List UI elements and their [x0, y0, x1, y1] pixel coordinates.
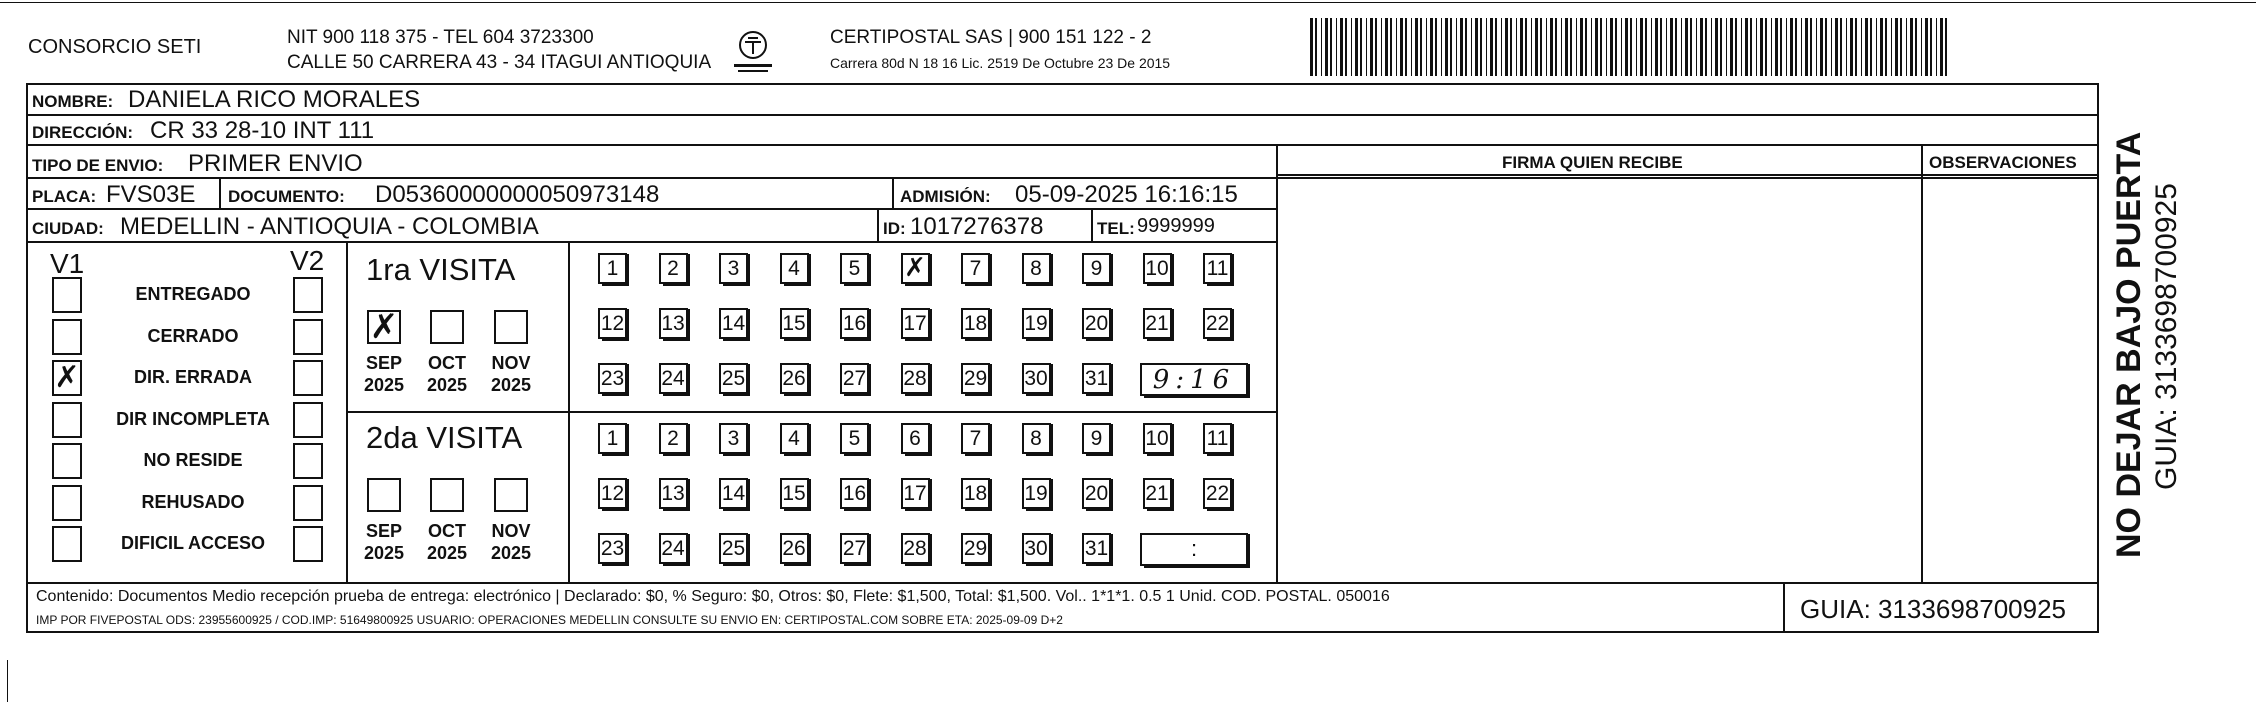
first-visit-day-9[interactable]: 9	[1082, 253, 1111, 284]
barcode-bar	[1405, 18, 1407, 76]
barcode-bar	[1321, 18, 1322, 76]
barcode-bar	[1540, 18, 1542, 76]
barcode-bar	[1745, 18, 1748, 76]
second-visit-day-26[interactable]: 26	[780, 533, 809, 564]
barcode-bar	[1396, 18, 1397, 76]
barcode-bar	[1630, 18, 1632, 76]
row-line-6	[1276, 174, 2099, 176]
barcode-bar	[1340, 18, 1343, 76]
barcode-bar	[1861, 18, 1862, 76]
barcode-bar	[1370, 18, 1373, 76]
barcode-bar	[1400, 18, 1403, 76]
no-dejar-bajo-puerta: NO DEJAR BAJO PUERTA	[2110, 131, 2148, 558]
company-name: CONSORCIO SETI	[28, 36, 202, 58]
barcode-bar	[1855, 18, 1857, 76]
first-visit-day-13[interactable]: 13	[659, 308, 688, 339]
barcode-bar	[1645, 18, 1647, 76]
certipostal-logo	[728, 26, 778, 76]
barcode-bar	[1366, 18, 1367, 76]
v1-checkbox-dificil-acceso[interactable]	[52, 526, 82, 562]
first-visit-day-29[interactable]: 29	[961, 363, 990, 394]
barcode-bar	[1441, 18, 1442, 76]
tel-label: TEL:	[1097, 219, 1135, 238]
placa-value: FVS03E	[106, 181, 196, 208]
barcode-bar	[1750, 18, 1752, 76]
barcode-bar	[1495, 18, 1497, 76]
first-visit-day-11[interactable]: 11	[1203, 253, 1232, 284]
second-visit-day-11[interactable]: 11	[1203, 423, 1232, 454]
guia-box-divider	[1783, 582, 1785, 633]
first-visit-month-checkbox-sep[interactable]	[367, 307, 401, 347]
barcode-bar	[1591, 18, 1592, 76]
first-visit-day-8[interactable]: 8	[1022, 253, 1051, 284]
barcode-bar	[1510, 18, 1512, 76]
second-visit-day-28[interactable]: 28	[901, 533, 930, 564]
first-visit-day-5[interactable]: 5	[840, 253, 869, 284]
barcode-bar	[1516, 18, 1517, 76]
barcode-bar	[1426, 18, 1427, 76]
barcode-bar	[1915, 18, 1917, 76]
year-label: 2025	[426, 543, 468, 563]
row-line-1	[26, 114, 2099, 116]
barcode-bar	[1525, 18, 1527, 76]
second-visit-day-5[interactable]: 5	[840, 423, 869, 454]
first-visit-day-24[interactable]: 24	[659, 363, 688, 394]
second-visit-time: :	[1190, 536, 1198, 561]
second-visit-day-10[interactable]: 10	[1143, 423, 1172, 454]
contenido-line: Contenido: Documentos Medio recepción prueba de entrega: electrónico | Declarado: $0, % Seguro: $0, Otros: $0, Flete: $1,500, Total: $1,500. Vol.. 1*1*1. 0.5 1 Unid. COD. POSTAL. 050016	[36, 588, 1390, 605]
first-visit-day-14[interactable]: 14	[719, 308, 748, 339]
tel-value: 9999999	[1137, 215, 1215, 237]
v1-checkbox-no-reside[interactable]	[52, 443, 82, 479]
obs-left-line	[1921, 144, 1923, 582]
second-visit-day-13[interactable]: 13	[659, 478, 688, 509]
certipostal-line: CERTIPOSTAL SAS | 900 151 122 - 2	[830, 27, 1152, 48]
year-label: 2025	[363, 375, 405, 395]
barcode-bar	[1576, 18, 1577, 76]
barcode-bar	[1670, 18, 1673, 76]
barcode-bar	[1615, 18, 1617, 76]
first-visit-title: 1ra VISITA	[366, 252, 516, 287]
address-line: CALLE 50 CARRERA 43 - 34 ITAGUI ANTIOQUIA	[287, 52, 712, 73]
barcode-bar	[1805, 18, 1808, 76]
v1-checkbox-rehusado[interactable]	[52, 485, 82, 521]
barcode-bar	[1700, 18, 1703, 76]
nit-line: NIT 900 118 375 - TEL 604 3723300	[287, 27, 594, 48]
first-visit-day-19[interactable]: 19	[1022, 308, 1051, 339]
second-visit-day-14[interactable]: 14	[719, 478, 748, 509]
v2-checkbox-rehusado[interactable]	[293, 485, 323, 521]
barcode-bar	[1655, 18, 1658, 76]
first-visit-time-box[interactable]	[1140, 363, 1248, 396]
admision-label: ADMISIÓN:	[900, 187, 991, 206]
barcode-bar	[1606, 18, 1607, 76]
second-visit-month-checkbox-nov[interactable]	[494, 478, 528, 512]
first-visit-day-22[interactable]: 22	[1203, 308, 1232, 339]
second-visit-day-15[interactable]: 15	[780, 478, 809, 509]
v1-checkbox-entregado[interactable]	[52, 277, 82, 313]
barcode-bar	[1906, 18, 1907, 76]
second-visit-day-2[interactable]: 2	[659, 423, 688, 454]
first-visit-day-7[interactable]: 7	[961, 253, 990, 284]
first-visit-day-30[interactable]: 30	[1022, 363, 1051, 394]
first-visit-month-label-sep	[354, 352, 414, 396]
second-visit-time-box[interactable]	[1140, 533, 1248, 566]
barcode-bar	[1375, 18, 1377, 76]
barcode-bar	[1570, 18, 1572, 76]
second-visit-day-18[interactable]: 18	[961, 478, 990, 509]
first-visit-day-18[interactable]: 18	[961, 308, 990, 339]
page-left-line	[7, 660, 8, 702]
id-value: 1017276378	[910, 213, 1044, 240]
v1-label: V1	[50, 248, 85, 279]
barcode-bar	[1831, 18, 1832, 76]
barcode-bar	[1450, 18, 1452, 76]
barcode-bar	[1930, 18, 1932, 76]
barcode-bar	[1490, 18, 1493, 76]
barcode-bar	[1561, 18, 1562, 76]
guia-box: GUIA: 3133698700925	[1800, 594, 2066, 624]
barcode-bar	[1480, 18, 1482, 76]
barcode-bar	[1825, 18, 1827, 76]
second-visit-month-checkbox-oct[interactable]	[430, 478, 464, 512]
barcode-bar	[1891, 18, 1892, 76]
barcode-bar	[1925, 18, 1928, 76]
id-label: ID:	[883, 219, 906, 238]
barcode-bar	[1835, 18, 1838, 76]
barcode-bar	[1765, 18, 1767, 76]
second-visit-day-30[interactable]: 30	[1022, 533, 1051, 564]
barcode-bar	[1531, 18, 1532, 76]
month-label: SEP	[365, 521, 403, 541]
barcode-bar	[1381, 18, 1382, 76]
v1-checkbox-cerrado[interactable]	[52, 319, 82, 355]
barcode-bar	[1505, 18, 1508, 76]
second-visit-month-label-oct	[417, 520, 477, 564]
barcode-bar	[1486, 18, 1487, 76]
placa-divider	[219, 177, 221, 208]
second-visit-day-16[interactable]: 16	[840, 478, 869, 509]
barcode-bar	[1565, 18, 1568, 76]
visit-divider	[346, 411, 1276, 413]
second-visit-title: 2da VISITA	[366, 420, 523, 455]
barcode-bar	[1610, 18, 1613, 76]
barcode-bar	[1651, 18, 1652, 76]
barcode-bar	[1936, 18, 1937, 76]
barcode-bar	[1330, 18, 1332, 76]
barcode-bar	[1546, 18, 1547, 76]
barcode-bar	[1460, 18, 1463, 76]
second-visit-day-4[interactable]: 4	[780, 423, 809, 454]
barcode-bar	[1636, 18, 1637, 76]
barcode-bar	[1640, 18, 1643, 76]
second-visit-month-checkbox-sep[interactable]	[367, 478, 401, 512]
second-visit-day-22[interactable]: 22	[1203, 478, 1232, 509]
months-divider	[568, 241, 570, 582]
second-visit-day-31[interactable]: 31	[1082, 533, 1111, 564]
barcode-bar	[1535, 18, 1538, 76]
barcode-bar	[1816, 18, 1817, 76]
v2-checkbox-dir-incompleta[interactable]	[293, 402, 323, 438]
license-line: Carrera 80d N 18 16 Lic. 2519 De Octubre 23 De 2015	[830, 55, 1171, 71]
footer-line	[26, 582, 2099, 584]
second-visit-day-3[interactable]: 3	[719, 423, 748, 454]
ciudad-label: CIUDAD:	[32, 219, 104, 238]
status-label-dir-incompleta: DIR INCOMPLETA	[116, 408, 270, 429]
first-visit-day-21[interactable]: 21	[1143, 308, 1172, 339]
barcode	[1310, 18, 1950, 76]
barcode-bar	[1720, 18, 1722, 76]
barcode-bar	[1900, 18, 1902, 76]
year-label: 2025	[490, 543, 532, 563]
barcode-bar	[1390, 18, 1392, 76]
barcode-bar	[1790, 18, 1793, 76]
barcode-bar	[1696, 18, 1697, 76]
second-visit-day-20[interactable]: 20	[1082, 478, 1111, 509]
barcode-bar	[1675, 18, 1677, 76]
first-visit-day-10[interactable]: 10	[1143, 253, 1172, 284]
barcode-bar	[1360, 18, 1362, 76]
id-divider	[877, 208, 879, 241]
second-visit-day-17[interactable]: 17	[901, 478, 930, 509]
barcode-bar	[1690, 18, 1692, 76]
second-visit-day-12[interactable]: 12	[598, 478, 627, 509]
row-line-5	[26, 241, 1276, 243]
barcode-bar	[1771, 18, 1772, 76]
first-visit-day-15[interactable]: 15	[780, 308, 809, 339]
first-visit-day-4[interactable]: 4	[780, 253, 809, 284]
documento-value: D05360000000050973148	[375, 181, 660, 208]
barcode-bar	[1336, 18, 1337, 76]
first-visit-month-checkbox-oct[interactable]	[430, 310, 464, 344]
firma-label: FIRMA QUIEN RECIBE	[1502, 153, 1683, 172]
first-visit-time: 9:16	[1152, 365, 1236, 395]
barcode-bar	[1621, 18, 1622, 76]
barcode-bar	[1415, 18, 1418, 76]
second-visit-day-8[interactable]: 8	[1022, 423, 1051, 454]
barcode-bar	[1715, 18, 1718, 76]
tipo-envio-value: PRIMER ENVIO	[188, 150, 363, 177]
documento-label: DOCUMENTO:	[228, 187, 345, 206]
barcode-bar	[1810, 18, 1812, 76]
barcode-bar	[1345, 18, 1347, 76]
barcode-bar	[1520, 18, 1523, 76]
first-visit-day-20[interactable]: 20	[1082, 308, 1111, 339]
barcode-bar	[1465, 18, 1467, 76]
status-label-dir-errada: DIR. ERRADA	[133, 367, 253, 387]
first-visit-day-12[interactable]: 12	[598, 308, 627, 339]
admision-value: 05-09-2025 16:16:15	[1015, 181, 1238, 208]
month-label: NOV	[491, 353, 531, 373]
barcode-bar	[1876, 18, 1877, 76]
barcode-bar	[1685, 18, 1688, 76]
placa-label: PLACA:	[32, 187, 97, 206]
status-label-dificil-acceso: DIFICIL ACCESO	[120, 533, 266, 553]
barcode-bar	[1385, 18, 1388, 76]
status-label-cerrado: CERRADO	[147, 325, 239, 346]
month-label: SEP	[365, 353, 403, 373]
barcode-bar	[1471, 18, 1472, 76]
status-label-entregado: ENTREGADO	[135, 284, 251, 304]
barcode-bar	[1456, 18, 1457, 76]
barcode-bar	[1870, 18, 1872, 76]
barcode-bar	[1585, 18, 1587, 76]
first-visit-day-3[interactable]: 3	[719, 253, 748, 284]
barcode-bar	[1910, 18, 1913, 76]
barcode-bar	[1741, 18, 1742, 76]
direccion-label: DIRECCIÓN:	[32, 123, 134, 142]
month-label: OCT	[428, 353, 466, 373]
first-visit-day-25[interactable]: 25	[719, 363, 748, 394]
status-label-rehusado: REHUSADO	[141, 491, 245, 512]
firma-left-line	[1276, 144, 1278, 582]
second-visit-month-label-nov	[481, 520, 541, 564]
barcode-bar	[1411, 18, 1412, 76]
barcode-bar	[1921, 18, 1922, 76]
barcode-bar	[1711, 18, 1712, 76]
barcode-bar	[1475, 18, 1478, 76]
first-visit-day-16[interactable]: 16	[840, 308, 869, 339]
first-visit-day-1[interactable]: 1	[598, 253, 627, 284]
barcode-bar	[1430, 18, 1433, 76]
status-divider	[346, 241, 348, 582]
barcode-bar	[1355, 18, 1358, 76]
direccion-value: CR 33 28-10 INT 111	[150, 117, 375, 144]
first-visit-day-23[interactable]: 23	[598, 363, 627, 394]
check-mark-icon: ✗	[54, 360, 80, 395]
barcode-bar	[1786, 18, 1787, 76]
barcode-bar	[1660, 18, 1662, 76]
year-label: 2025	[426, 375, 468, 395]
barcode-bar	[1795, 18, 1797, 76]
first-visit-day-28[interactable]: 28	[901, 363, 930, 394]
first-visit-month-label-oct	[417, 352, 477, 396]
check-mark-icon: ✗	[904, 253, 926, 283]
nombre-value: DANIELA RICO MORALES	[128, 86, 421, 113]
observaciones-label: OBSERVACIONES	[1929, 153, 2077, 172]
barcode-bar	[1940, 18, 1943, 76]
first-visit-day-31[interactable]: 31	[1082, 363, 1111, 394]
second-visit-day-1[interactable]: 1	[598, 423, 627, 454]
barcode-bar	[1501, 18, 1502, 76]
barcode-bar	[1820, 18, 1823, 76]
barcode-bar	[1945, 18, 1947, 76]
second-visit-day-27[interactable]: 27	[840, 533, 869, 564]
v2-checkbox-no-reside[interactable]	[293, 443, 323, 479]
side-guia: GUIA: 3133698700925	[2150, 183, 2183, 490]
barcode-bar	[1780, 18, 1782, 76]
barcode-bar	[1625, 18, 1628, 76]
barcode-bar	[1310, 18, 1313, 76]
second-visit-day-29[interactable]: 29	[961, 533, 990, 564]
admision-divider	[892, 177, 894, 208]
barcode-bar	[1730, 18, 1733, 76]
v2-label: V2	[290, 245, 325, 276]
barcode-bar	[1756, 18, 1757, 76]
first-visit-day-26[interactable]: 26	[780, 363, 809, 394]
first-visit-day-27[interactable]: 27	[840, 363, 869, 394]
barcode-bar	[1315, 18, 1317, 76]
barcode-bar	[1801, 18, 1802, 76]
first-visit-day-6[interactable]	[901, 253, 930, 284]
barcode-bar	[1885, 18, 1887, 76]
year-label: 2025	[490, 375, 532, 395]
barcode-bar	[1775, 18, 1778, 76]
barcode-bar	[1420, 18, 1422, 76]
first-visit-month-label-nov	[481, 352, 541, 396]
barcode-bar	[1705, 18, 1707, 76]
second-visit-day-7[interactable]: 7	[961, 423, 990, 454]
barcode-bar	[1600, 18, 1602, 76]
ciudad-value: MEDELLIN - ANTIOQUIA - COLOMBIA	[120, 213, 539, 240]
v1-checkbox-dir-incompleta[interactable]	[52, 402, 82, 438]
barcode-bar	[1580, 18, 1583, 76]
barcode-bar	[1726, 18, 1727, 76]
barcode-bar	[1550, 18, 1553, 76]
barcode-bar	[1666, 18, 1667, 76]
barcode-bar	[1735, 18, 1737, 76]
v1-checkbox-dir-errada[interactable]	[52, 360, 82, 396]
second-visit-day-19[interactable]: 19	[1022, 478, 1051, 509]
barcode-bar	[1760, 18, 1763, 76]
first-visit-day-2[interactable]: 2	[659, 253, 688, 284]
v2-checkbox-dir-errada[interactable]	[293, 360, 323, 396]
second-visit-day-21[interactable]: 21	[1143, 478, 1172, 509]
second-visit-day-23[interactable]: 23	[598, 533, 627, 564]
tel-divider	[1091, 208, 1093, 241]
imp-line: IMP POR FIVEPOSTAL ODS: 23955600925 / COD.IMP: 51649800925 USUARIO: OPERACIONES MEDELLIN CONSULTE SU ENVIO EN: CERTIPOSTAL.COM SOBRE ETA: 2025-09-09 D+2	[36, 613, 1063, 627]
second-visit-day-25[interactable]: 25	[719, 533, 748, 564]
barcode-bar	[1895, 18, 1898, 76]
second-visit-month-label-sep	[354, 520, 414, 564]
month-label: NOV	[491, 521, 531, 541]
barcode-bar	[1850, 18, 1853, 76]
first-visit-month-checkbox-nov[interactable]	[494, 310, 528, 344]
check-mark-icon: ✗	[369, 307, 399, 347]
barcode-bar	[1880, 18, 1883, 76]
tipo-envio-label: TIPO DE ENVIO:	[32, 156, 164, 175]
barcode-bar	[1681, 18, 1682, 76]
page-top-line	[0, 2, 2256, 3]
v2-checkbox-cerrado[interactable]	[293, 319, 323, 355]
nombre-label: NOMBRE:	[32, 92, 114, 111]
second-visit-day-9[interactable]: 9	[1082, 423, 1111, 454]
first-visit-day-17[interactable]: 17	[901, 308, 930, 339]
barcode-bar	[1325, 18, 1328, 76]
status-label-no-reside: NO RESIDE	[143, 450, 243, 470]
second-visit-day-24[interactable]: 24	[659, 533, 688, 564]
barcode-bar	[1840, 18, 1842, 76]
barcode-bar	[1595, 18, 1598, 76]
month-label: OCT	[428, 521, 466, 541]
barcode-bar	[1351, 18, 1352, 76]
second-visit-day-6[interactable]: 6	[901, 423, 930, 454]
v2-checkbox-dificil-acceso[interactable]	[293, 526, 323, 562]
barcode-bar	[1445, 18, 1448, 76]
barcode-bar	[1555, 18, 1557, 76]
barcode-bar	[1846, 18, 1847, 76]
v2-checkbox-entregado[interactable]	[293, 277, 323, 313]
barcode-bar	[1435, 18, 1437, 76]
barcode-bar	[1865, 18, 1868, 76]
year-label: 2025	[363, 543, 405, 563]
